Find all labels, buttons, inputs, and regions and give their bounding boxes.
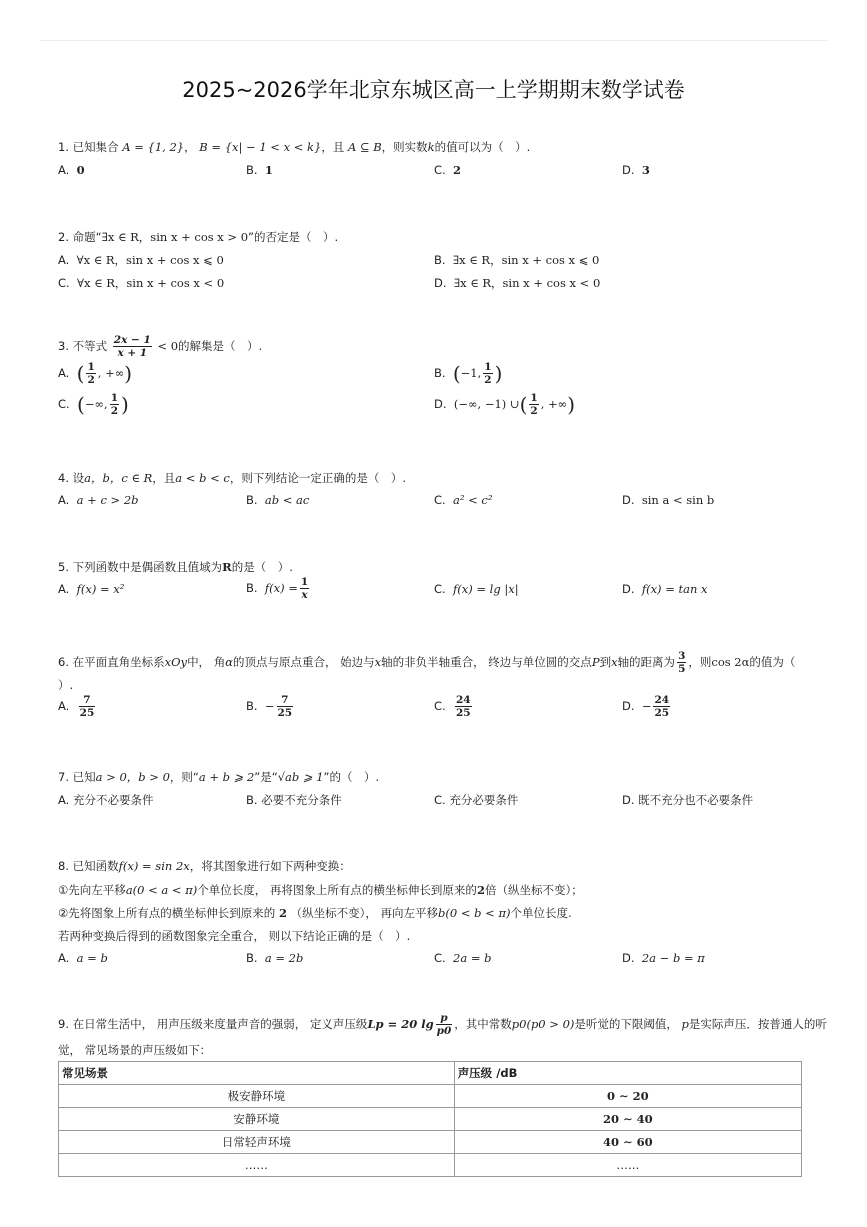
question-7-stem [58,769,379,785]
table-cell-scene: 极安静环境 [59,1085,455,1108]
question-4-stem [58,470,406,486]
fraction-denominator: 2 [110,405,118,417]
q4-option-d[interactable] [622,493,714,507]
q9-text-d: 是实际声压．按普通人的听 [688,1017,827,1031]
option-value: , +∞ [97,366,125,380]
q6-option-a[interactable] [58,694,97,719]
q5-option-a[interactable] [58,582,124,596]
q1-option-a[interactable] [58,163,85,177]
q3-option-a[interactable] [58,361,132,386]
q1-option-d[interactable] [622,163,650,177]
q8-l1-two: 2 [476,883,485,897]
q2-option-d[interactable] [434,275,600,291]
option-value: 1 [264,163,273,177]
option-value: −1, [460,366,482,380]
q8-l1-text: ①先向左平移 [58,883,126,897]
option-letter: A. [58,699,70,713]
q9-fraction [436,1012,453,1037]
option-value: 3 [641,163,650,177]
option-value: 2 [453,163,462,177]
table-cell-level: 0 ∼ 20 [454,1085,801,1108]
option-fraction [483,361,492,386]
right-paren: ) [121,392,129,417]
q1-k: k [427,140,435,154]
q5-option-b[interactable] [246,576,311,601]
right-paren: ) [567,392,576,417]
q3-option-b[interactable] [434,361,502,386]
option-value: ∃x ∈ R，sin x + cos x < 0 [453,276,601,290]
q6-cos: cos 2α [711,655,750,669]
fraction-denominator: x [301,589,308,601]
option-letter: A. [58,793,70,807]
q8-l2-text-c: 个单位长度. [510,906,572,920]
q3-option-d[interactable] [434,392,575,417]
left-paren: ( [452,361,461,386]
option-value: 2a − b = π [641,951,705,965]
option-value: 充分必要条件 [449,793,519,807]
option-value: 必要不充分条件 [261,793,342,807]
option-value: ∀x ∈ R，sin x + cos x < 0 [77,276,225,290]
option-letter: B. [434,253,446,267]
left-paren: ( [519,392,528,417]
option-letter: D. [622,163,635,177]
q7-option-d[interactable] [622,792,753,808]
fraction-denominator: x + 1 [117,347,148,359]
q2-text-post: ”的否定是（ ）. [248,230,339,244]
table-row [59,1131,802,1154]
option-fraction [653,694,670,719]
option-fraction [277,694,294,719]
table-cell-level: 20 ∼ 40 [454,1108,801,1131]
q4-option-a[interactable] [58,493,139,507]
option-letter: A. [58,253,70,267]
fraction-numerator: 1 [484,361,492,373]
q4-text-post: ，则下列结论一定正确的是（ ）. [229,471,406,485]
fraction-numerator: 24 [456,694,471,706]
table-header-row [59,1062,802,1085]
q8-l1-text-b: 个单位长度， 再将图象上所有点的横坐标伸长到原来的 [197,883,477,897]
q6-x2: x [611,655,618,669]
option-value: 既不充分也不必要条件 [638,793,754,807]
q1-text: 1. 已知集合 [58,140,119,154]
q6-option-d[interactable] [622,694,672,719]
q9-formula: Lp = 20 lg [367,1017,434,1031]
option-value: a² < c² [453,493,493,507]
page-title: 2025~2026学年北京东城区高一上学期期末数学试卷 [182,78,685,102]
option-letter: A. [58,582,70,596]
option-value-tail: , +∞ [540,397,568,411]
q8-option-c[interactable] [434,951,491,965]
option-letter: C. [434,793,446,807]
option-letter: C. [434,582,446,596]
option-letter: D. [434,276,447,290]
option-letter: B. [246,493,258,507]
q9-p0: p0(p0 > 0) [511,1017,575,1031]
q8-l2-text-b: （纵坐标不变）， 再向左平移 [290,906,439,920]
q1-text-post: ，则实数 [381,140,428,154]
q5-text: 5. 下列函数中是偶函数且值域为 [58,560,223,574]
q3-inequality: < 0 [157,339,179,353]
fraction-numerator: 7 [277,694,294,707]
q3-text: 3. 不等式 [58,339,108,353]
table-row [59,1085,802,1108]
option-fraction [529,392,538,417]
q6-xoy: xOy [164,655,188,669]
q5-option-c[interactable] [434,582,519,596]
option-letter: D. [622,582,635,596]
q6-p: P [591,655,600,669]
q7-option-a[interactable] [58,792,153,808]
q2-option-a[interactable] [58,252,224,268]
option-fraction [455,694,472,719]
table-cell-scene: 安静环境 [59,1108,455,1131]
option-sign: − [264,699,275,713]
option-value: 2a = b [453,951,492,965]
q7-text-mid2: ”是“ [254,770,278,784]
option-value: a = 2b [264,951,304,965]
fraction-numerator: 1 [110,392,118,404]
q8-line1 [58,882,583,898]
q7-cond3: √ab ⩾ 1 [277,770,324,784]
q6-text-e: 到 [599,655,612,669]
q8-l1-math: a(0 < a < π) [125,883,198,897]
q3-option-c[interactable] [58,392,129,417]
option-letter: B. [246,951,258,965]
option-letter: D. [622,951,635,965]
q4-text: 4. 设 [58,471,85,485]
table-row [59,1108,802,1131]
q7-text-post: ”的（ ）. [323,770,380,784]
right-paren: ) [124,361,133,386]
q2-option-c[interactable] [58,275,224,291]
option-value: a = b [76,951,108,965]
q2-text: 2. 命题“ [58,230,102,244]
option-letter: B. [246,163,258,177]
sound-pressure-table [58,1061,802,1177]
q9-text: 9. 在日常生活中， 用声压级来度量声音的强弱， 定义声压级 [58,1017,368,1031]
q1-text-end: 的值可以为（ ）. [434,140,531,154]
q6-text-c: 的顶点与原点重合， 始边与 [233,655,375,669]
q8-function: f(x) = sin 2x [118,859,190,873]
q8-line2 [58,905,572,921]
q8-text: 8. 已知函数 [58,859,119,873]
q9-line2: 觉， 常见场景的声压级如下： [58,1043,212,1057]
q5-option-d[interactable] [622,582,708,596]
table-header-level: 声压级 /dB [454,1062,801,1085]
q4-vars: a，b，c ∈ R [84,471,153,485]
q6-text-b: 中， 角 [187,655,226,669]
q1-set-a: A = {1, 2} [122,140,185,154]
option-letter: C. [58,397,70,411]
q9-text-c: 是听觉的下限阈值， [574,1017,682,1031]
q7-cond2: a + b ⩾ 2 [198,770,255,784]
fraction-numerator: 1 [300,576,309,588]
q6-option-b[interactable] [246,694,295,719]
left-paren: ( [77,392,85,417]
q1-sep: ， [184,140,196,154]
q7-cond1: a > 0，b > 0 [95,770,170,784]
fraction-numerator: 24 [654,694,670,706]
fraction-denominator: 2 [530,405,538,417]
q7-text-mid1: ，则“ [169,770,199,784]
option-letter: A. [58,163,70,177]
question-5-stem [58,559,293,575]
fraction-denominator: 2 [87,374,95,386]
option-value: (−∞, −1) ∪ [453,397,520,411]
option-letter: B. [246,699,258,713]
option-letter: B. [246,581,258,595]
option-value: f(x) = [264,581,298,595]
q5-text-post: 的是（ ）. [231,560,293,574]
q8-l2-math: b(0 < b < π) [438,906,511,920]
option-fraction [79,694,96,719]
table-row [59,1154,802,1177]
question-8-stem [58,858,351,874]
fraction-denominator: 2 [484,374,492,386]
q2-proposition: ∃x ∈ R，sin x + cos x > 0 [101,230,249,244]
question-9-stem [58,1012,827,1037]
table-cell-scene: …… [59,1154,455,1177]
question-3-stem [58,334,262,359]
option-letter: A. [58,366,70,380]
q5-reals: R [222,560,232,574]
q8-option-a[interactable] [58,951,108,965]
q6-fraction [677,650,686,675]
q6-text-g: ，则 [688,655,712,669]
q4-condition: a < b < c [175,471,230,485]
option-letter: C. [434,493,446,507]
q9-text-b: ，其中常数 [454,1017,512,1031]
q6-x: x [374,655,382,669]
question-2-stem [58,229,338,245]
question-6-stem [58,650,795,675]
fraction-numerator: 7 [79,694,96,707]
option-sign: − [641,699,652,713]
q7-option-b[interactable] [246,792,342,808]
option-value: f(x) = tan x [641,582,708,596]
option-value: ∃x ∈ R，sin x + cos x ⩽ 0 [452,253,600,267]
q8-l1-text-c: 倍（纵坐标不变）； [484,883,583,897]
q8-option-b[interactable] [246,951,303,965]
q4-option-c[interactable] [434,493,492,507]
fraction-numerator: 1 [530,392,538,404]
q1-subset: A ⊆ B [347,140,382,154]
option-value: 0 [76,163,85,177]
q6-text-f: 轴的距离为 [617,655,676,669]
fraction-denominator: p0 [436,1025,452,1037]
q6-alpha: α [225,655,233,669]
fraction-denominator: 25 [277,707,293,719]
fraction-denominator: 25 [654,707,670,719]
q1-text-mid: ，且 [321,140,345,154]
fraction-denominator: 25 [456,707,471,719]
option-letter: B. [434,366,446,380]
q8-l2-two: 2 [278,906,287,920]
q7-option-c[interactable] [434,792,518,808]
fraction-denominator: 25 [79,707,95,719]
option-letter: D. [622,493,635,507]
table-cell-level: …… [454,1154,801,1177]
option-value: f(x) = lg |x| [453,582,519,596]
option-value: ∀x ∈ R，sin x + cos x ⩽ 0 [76,253,224,267]
q3-text-post: 的解集是（ ）. [178,339,263,353]
option-letter: C. [434,699,446,713]
option-value: sin a < sin b [641,493,715,507]
q3-fraction [113,334,152,359]
option-letter: B. [246,793,258,807]
option-letter: C. [434,951,446,965]
q1-option-c[interactable] [434,163,461,177]
q9-p: p [681,1017,689,1031]
option-letter: D. [622,699,635,713]
q1-set-b: B = {x| − 1 < x < k} [199,140,322,154]
q4-text-mid: ，且 [152,471,176,485]
q6-text-h: 的值为（ [749,655,796,669]
fraction-denominator: 5 [678,663,686,675]
option-letter: C. [58,276,70,290]
option-letter: A. [58,493,70,507]
option-letter: D. [434,397,447,411]
q8-text-post: ，将其图象进行如下两种变换： [189,859,351,873]
q7-text: 7. 已知 [58,770,96,784]
option-letter: C. [434,163,446,177]
fraction-numerator: 1 [87,361,95,373]
fraction-numerator: p [436,1012,453,1025]
table-cell-level: 40 ∼ 60 [454,1131,801,1154]
q6-text: 6. 在平面直角坐标系 [58,655,165,669]
table-header-scene: 常见场景 [59,1062,455,1085]
option-letter: D. [622,793,635,807]
option-letter: A. [58,951,70,965]
right-paren: ) [494,361,503,386]
q4-option-b[interactable] [246,493,309,507]
option-value: 充分不必要条件 [72,793,154,807]
top-divider [40,40,827,41]
option-fraction [86,361,95,386]
option-value: f(x) = x² [76,582,125,596]
option-fraction [300,576,309,601]
option-value: ab < ac [264,493,310,507]
q2-option-b[interactable] [434,252,599,268]
q8-line3: 若两种变换后得到的函数图象完全重合， 则以下结论正确的是（ ）. [58,929,411,943]
fraction-numerator: 3 [678,650,686,662]
option-value: −∞, [84,397,108,411]
question-1-stem [58,139,530,155]
option-value: a + c > 2b [76,493,139,507]
fraction-numerator: 2x − 1 [113,334,151,346]
table-cell-scene: 日常轻声环境 [59,1131,455,1154]
q8-option-d[interactable] [622,951,705,965]
q8-l2-text: ②先将图象上所有点的横坐标伸长到原来的 [58,906,276,920]
q6-option-c[interactable] [434,694,474,719]
q1-option-b[interactable] [246,163,273,177]
option-fraction [110,392,119,417]
left-paren: ( [76,361,85,386]
q6-text-d: 轴的非负半轴重合， 终边与单位圆的交点 [381,655,592,669]
q6-stem-line2: ）. [58,678,74,692]
